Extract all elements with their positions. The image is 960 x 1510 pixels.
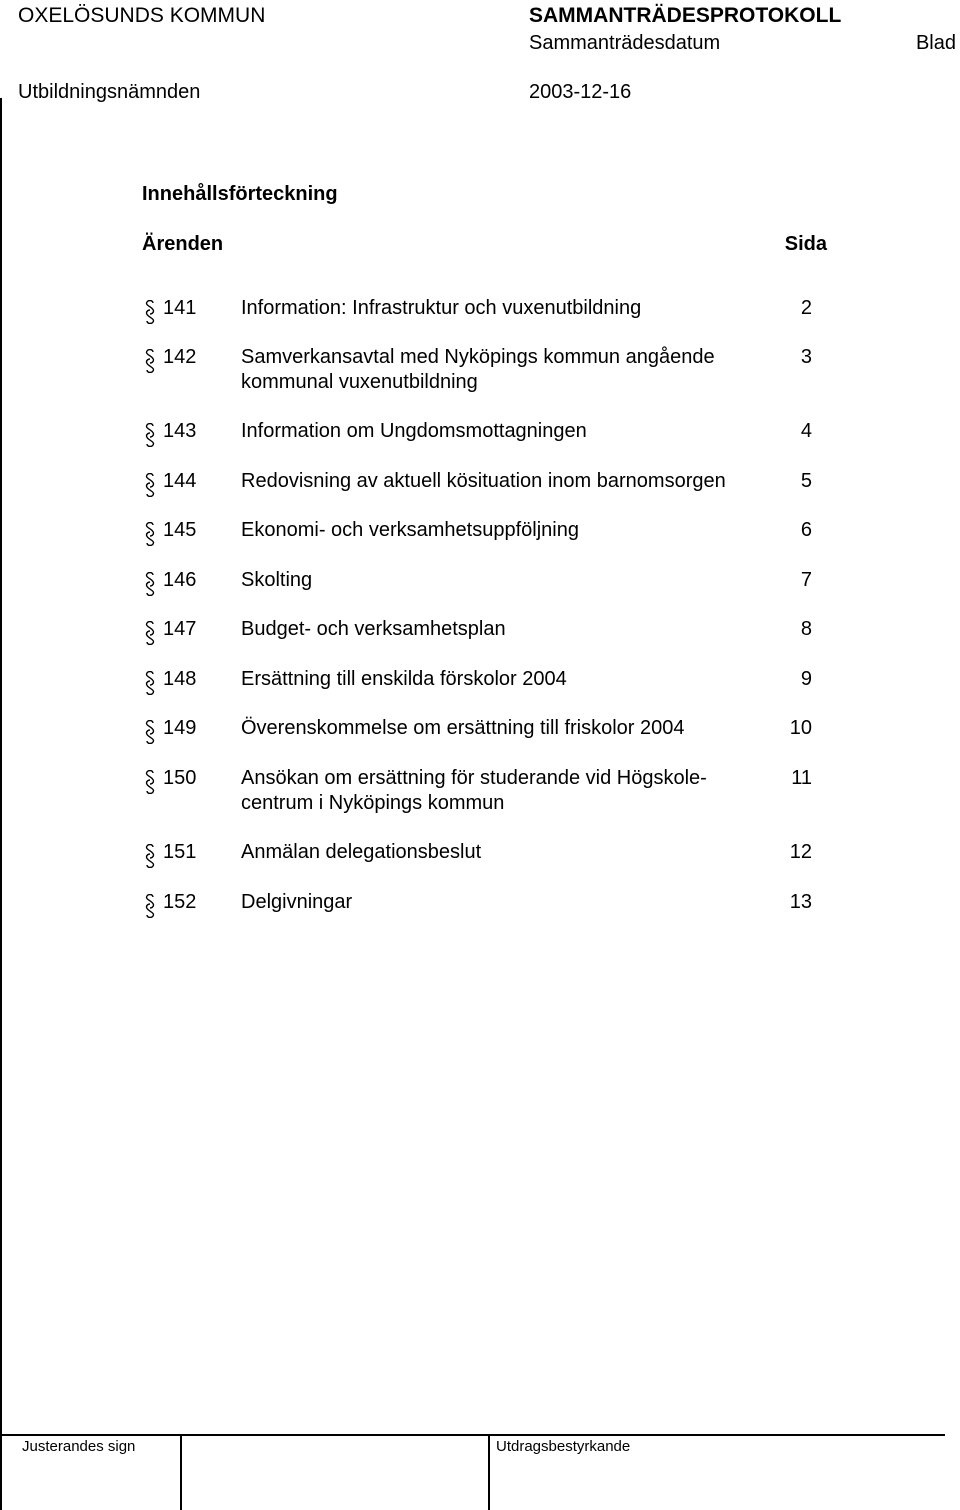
toc-item [0,568,960,598]
item-title: Budget- och verksamhetsplan [241,618,506,640]
section-mark-icon [145,770,155,794]
sign-label: Justerandes sign [22,1438,136,1455]
toc-item [0,469,960,499]
item-title: Ersättning till enskilda förskolor 2004 [241,668,567,690]
item-number: 148 [163,668,197,690]
item-page: 7 [800,569,812,591]
item-page: 9 [800,668,812,690]
section-mark-icon [145,522,155,546]
toc-title: Innehållsförteckning [142,183,338,205]
committee-name: Utbildningsnämnden [18,81,201,103]
item-page: 11 [791,767,812,789]
section-mark-icon [145,844,155,868]
footer-divider-left [180,1436,182,1510]
item-number: 141 [163,297,197,319]
item-number: 143 [163,420,197,442]
section-mark-icon [145,473,155,497]
certification-label: Utdragsbestyrkande [496,1438,631,1455]
section-mark-icon [145,572,155,596]
toc-item [0,667,960,697]
footer-rule [0,1434,945,1436]
meeting-date-label: Sammanträdesdatum [529,32,721,54]
item-number: 145 [163,519,197,541]
document-type: SAMMANTRÄDESPROTOKOLL [529,4,842,27]
item-page: 12 [789,841,812,863]
toc-item [0,617,960,647]
section-mark-icon [145,894,155,918]
toc-item [0,716,960,746]
toc-column-page: Sida [784,233,827,255]
item-page: 2 [800,297,812,319]
item-page: 6 [800,519,812,541]
item-page: 3 [800,346,812,368]
toc-item [0,840,960,870]
item-page: 10 [789,717,812,739]
toc-item [0,296,960,326]
section-mark-icon [145,720,155,744]
item-page: 5 [800,470,812,492]
item-title: Överenskommelse om ersättning till friskolor 2004 [241,717,685,739]
item-page: 13 [789,891,812,913]
toc-item [0,518,960,548]
section-mark-icon [145,423,155,447]
item-number: 142 [163,346,197,368]
toc-item [0,890,960,920]
item-number: 146 [163,569,197,591]
toc-column-items: Ärenden [142,233,224,255]
item-number: 151 [163,841,197,863]
item-number: 150 [163,767,197,789]
organization-name: OXELÖSUNDS KOMMUN [18,4,266,27]
item-title: Ansökan om ersättning för studerande vid Högskole-centrum i Nyköpings kommun [241,767,707,814]
section-mark-icon [145,300,155,324]
item-title: Anmälan delegationsbeslut [241,841,482,863]
item-number: 152 [163,891,197,913]
toc-item [0,345,960,399]
meeting-date: 2003-12-16 [529,81,632,103]
item-page: 4 [800,420,812,442]
item-title: Ekonomi- och verksamhetsuppföljning [241,519,579,541]
section-mark-icon [145,621,155,645]
item-number: 147 [163,618,197,640]
item-title: Skolting [241,569,313,591]
page-label: Blad [915,32,956,54]
toc-item [0,419,960,449]
item-title: Information: Infrastruktur och vuxenutbildning [241,297,642,319]
item-number: 149 [163,717,197,739]
section-mark-icon [145,349,155,373]
item-title: Redovisning av aktuell kösituation inom barnomsorgen [241,470,726,492]
item-page: 8 [800,618,812,640]
item-title: Samverkansavtal med Nyköpings kommun angående kommunal vuxenutbildning [241,346,715,393]
footer-divider-right [488,1436,490,1510]
toc-item [0,766,960,820]
section-mark-icon [145,671,155,695]
item-title: Information om Ungdomsmottagningen [241,420,587,442]
item-title: Delgivningar [241,891,353,913]
item-number: 144 [163,470,197,492]
